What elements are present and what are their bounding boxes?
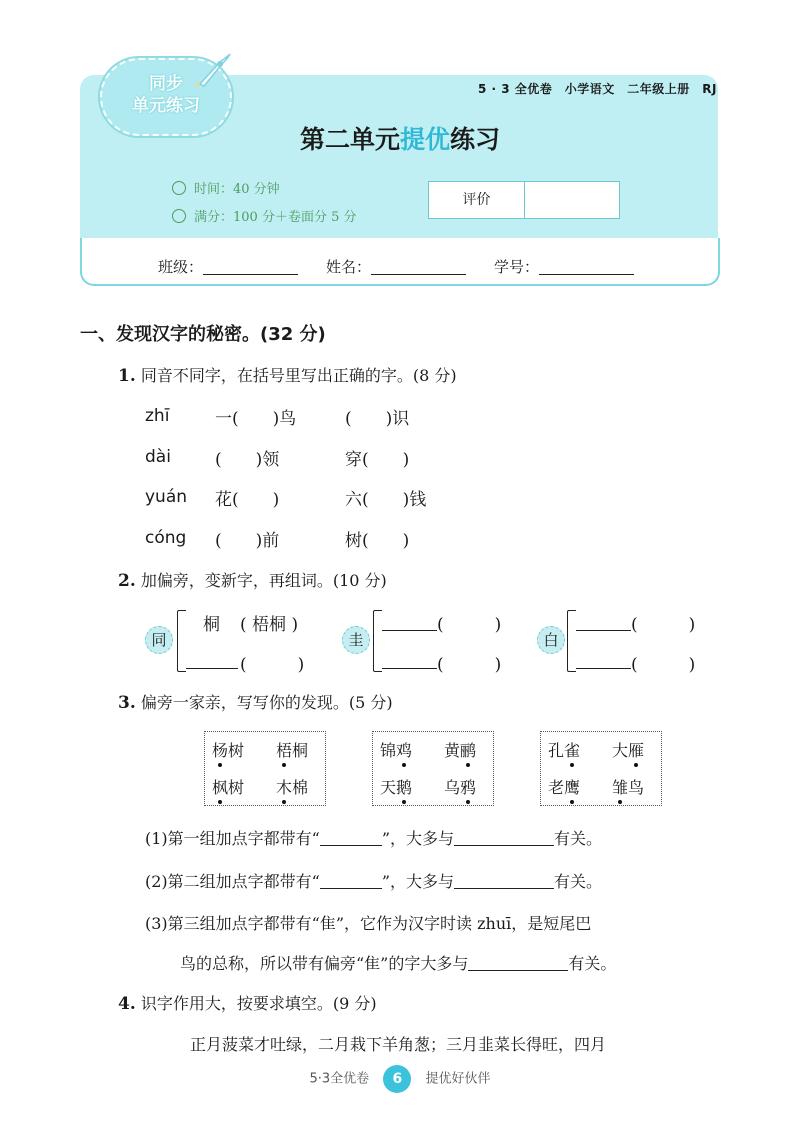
word: 乌鸦 [444, 778, 477, 797]
pinyin: cóng [145, 528, 187, 548]
badge-line1: 同步 [149, 74, 183, 94]
blank-item[interactable]: 一( )鸟 [215, 409, 297, 429]
section-title: 一、发现汉字的秘密。(32 分) [80, 324, 326, 345]
blank-item[interactable]: ( )前 [215, 531, 280, 551]
char-blank[interactable] [186, 668, 238, 669]
word: 杨树 [212, 741, 245, 760]
pinyin: dài [145, 447, 171, 467]
footer-right: 提优好伙伴 [425, 1071, 491, 1087]
name-field: 姓名： [326, 256, 466, 277]
evaluation-box [428, 181, 620, 219]
clock-icon [172, 181, 186, 195]
example-char: 桐 [203, 615, 220, 635]
word: 黄鹂 [444, 741, 477, 760]
sub-question-1: (1)第一组加点字都带有“ ”，大多与 有关。 [145, 829, 603, 848]
student-id-blank[interactable] [539, 258, 634, 275]
word: 梧桐 [276, 741, 309, 760]
page-title: 第二单元提优练习 [299, 125, 501, 154]
word-blank[interactable]: ( ) [631, 615, 696, 635]
pinyin: yuán [145, 487, 188, 507]
answer-blank[interactable] [468, 970, 568, 971]
blank-item[interactable]: 树( ) [345, 531, 410, 551]
answer-blank[interactable] [320, 845, 382, 846]
poem-line: 正月菠菜才吐绿，二月栽下羊角葱；三月韭菜长得旺，四月 [190, 1035, 607, 1054]
word: 枫树 [212, 778, 245, 797]
radical-badge: 同 [145, 626, 173, 654]
sub-question-3: (3)第三组加点字都带有“隹”，它作为汉字时读 zhuī，是短尾巴 [145, 914, 592, 933]
char-blank[interactable] [576, 668, 631, 669]
evaluation-label: 评价 [429, 182, 525, 218]
sub-question-3-cont: 鸟的总称，所以带有偏旁“隹”的字大多与 有关。 [180, 954, 617, 973]
question-1: 1. 同音不同字，在括号里写出正确的字。(8 分) [118, 366, 457, 386]
word-blank[interactable]: ( ) [240, 655, 305, 675]
answer-blank[interactable] [454, 845, 554, 846]
name-blank[interactable] [371, 258, 466, 275]
page-number: 6 [383, 1065, 411, 1093]
word-blank[interactable]: ( ) [631, 655, 696, 675]
blank-item[interactable]: 花( ) [215, 490, 280, 510]
series-line: 5 · 3 全优卷 小学语文 二年级上册 RJ [478, 82, 717, 96]
check-icon [172, 209, 186, 223]
word: 天鹅 [380, 778, 413, 797]
badge-line2: 单元练习 [132, 96, 200, 116]
char-blank[interactable] [576, 630, 631, 631]
sub-question-2: (2)第二组加点字都带有“ ”，大多与 有关。 [145, 872, 603, 891]
word: 雏鸟 [612, 778, 645, 797]
char-blank[interactable] [382, 668, 437, 669]
example-word: ( 梧桐 ) [240, 615, 299, 635]
blank-item[interactable]: 穿( ) [345, 450, 410, 470]
word: 老鹰 [548, 778, 581, 797]
word-blank[interactable]: ( ) [437, 655, 502, 675]
bracket [567, 610, 576, 672]
answer-blank[interactable] [454, 888, 554, 889]
pinyin: zhī [145, 406, 170, 426]
footer [0, 1065, 800, 1093]
blank-item[interactable]: ( )识 [345, 409, 410, 429]
rocket-icon [190, 50, 234, 94]
question-4: 4. 识字作用大，按要求填空。(9 分) [118, 994, 377, 1014]
class-field: 班级： [158, 256, 298, 277]
word: 锦鸡 [380, 741, 413, 760]
word: 大雁 [612, 741, 645, 760]
blank-item[interactable]: ( )领 [215, 450, 280, 470]
score-line: 满分：100 分＋卷面分 5 分 [172, 206, 356, 225]
word: 木棉 [276, 778, 309, 797]
question-2: 2. 加偏旁，变新字，再组词。(10 分) [118, 571, 387, 591]
class-blank[interactable] [203, 258, 298, 275]
answer-blank[interactable] [320, 888, 382, 889]
word: 孔雀 [548, 741, 581, 760]
word-blank[interactable]: ( ) [437, 615, 502, 635]
bracket [373, 610, 382, 672]
bracket [177, 610, 186, 672]
radical-badge: 白 [537, 626, 565, 654]
radical-badge: 圭 [342, 626, 370, 654]
footer-left: 5·3全优卷 [309, 1071, 370, 1087]
question-3: 3. 偏旁一家亲，写写你的发现。(5 分) [118, 693, 393, 713]
title-highlight: 提优 [399, 125, 450, 154]
student-id-field: 学号： [494, 256, 634, 277]
char-blank[interactable] [382, 630, 437, 631]
blank-item[interactable]: 六( )钱 [345, 490, 427, 510]
time-line: 时间：40 分钟 [172, 178, 280, 197]
